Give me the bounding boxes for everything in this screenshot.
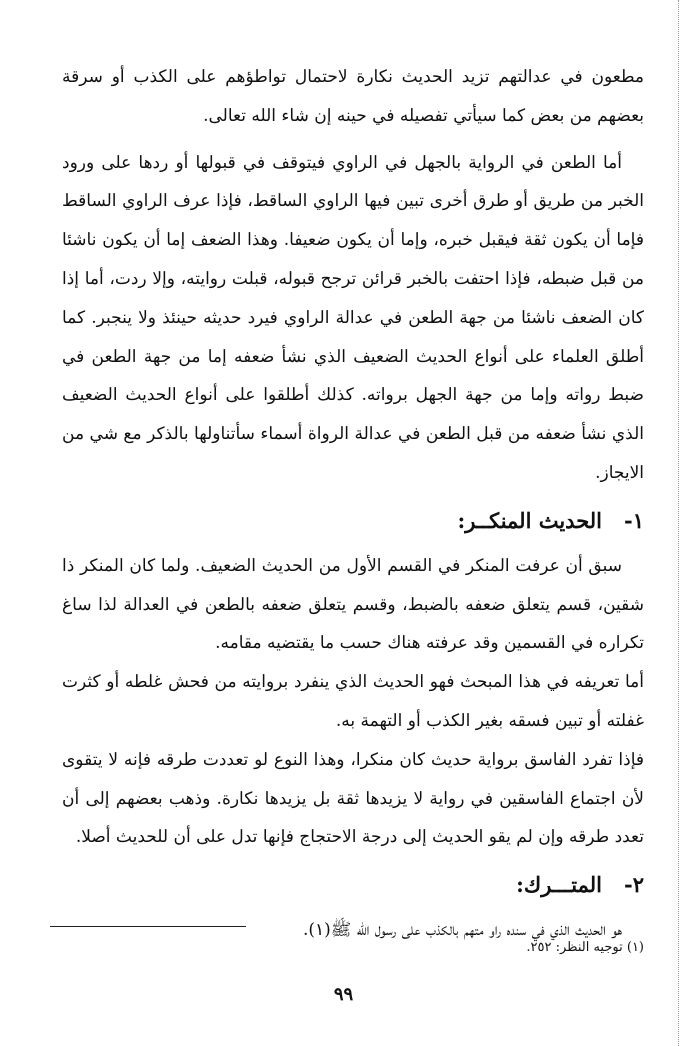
paragraph-munkar-2: أما تعريفه في هذا المبحث فهو الحديث الذي ينفرد بروايته من فحش غلطه أو كثرت غفلته أو تبين فسقه بغير الكذب أو التهمة به. (62, 672, 644, 731)
footnote: (١) توجيه النظر: ٢٥٢. (526, 940, 644, 955)
section-heading-matruk (62, 865, 644, 905)
section-number: ١- (624, 507, 644, 533)
paragraph-jahl: أما الطعن في الرواية بالجهل في الراوي فيتوقف في قبولها أو ردها على ورود الخبر من طريق أو طرق أخرى تبين فيها الراوي الساقط، فإذا عرف الراوي الساقط فإما أن يكون ثقة فيقبل خبره، وإما أن يكون ضعيفا. وهذا الضعف إما أن يكون ناشئا من قبل ضبطه، فإذا احتفت بالخبر قرائن ترجح قبوله، قبلت روايته، وإلا ردت، أما إذا كان الضعف ناشئا من جهة الطعن في عدالة الراوي فيرد حديثه حينئذ ولا ينجبر. كما أطلق العلماء على أنواع الحديث الضعيف الذي نشأ ضعفه إما من جهة الطعن في ضبط رواته وإما من جهة الجهل برواته. كذلك أطلقوا على أنواع الحديث الضعيف الذي نشأ ضعفه من قبل الطعن في عدالة الرواة أسماء سأتناولها بالذكر مع شي من الايجاز. (62, 152, 644, 483)
paragraph-munkar-1: سبق أن عرفت المنكر في القسم الأول من الحديث الضعيف. ولما كان المنكر ذا شقين، قسم يتعلق ضعفه بالضبط، وقسم يتعلق ضعفه بالطعن في العدالة لذا ساغ تكراره في القسمين وقد عرفته هناك حسب ما يقتضيه مقامه. (62, 555, 644, 654)
paragraph-munkar-3: فإذا تفرد الفاسق برواية حديث كان منكرا، وهذا النوع لو تعددت طرقه فإنه لا يتقوى لأن اجتماع الفاسقين في رواية لا يزيدها ثقة بل يزيدها نكارة. وذهب بعضهم إلى أن تعدد طرقه وإن لم يقو الحديث إلى درجة الاحتجاج فإنها تدل على أن للحديث أصلا. (62, 749, 644, 848)
section-heading-munkar (62, 501, 644, 541)
footnote-separator (50, 926, 246, 927)
page-body (62, 58, 644, 950)
page-number: ٩٩ (333, 984, 354, 1005)
section-title: الحديث المنكــر: (457, 507, 602, 533)
paragraph-matruk-1: هو الحديث الذي في سنده راو متهم بالكذب على رسول الله ﷺ(١). (302, 920, 622, 941)
margin-dotted-line (678, 0, 679, 1046)
paragraph-continuation: مطعون في عدالتهم تزيد الحديث نكارة لاحتمال تواطؤهم على الكذب أو سرقة بعضهم من بعض كما سيأتي تفصيله في حينه إن شاء الله تعالى. (62, 67, 644, 126)
section-number: ٢- (624, 872, 644, 898)
section-title: المتـــرك: (516, 872, 602, 898)
